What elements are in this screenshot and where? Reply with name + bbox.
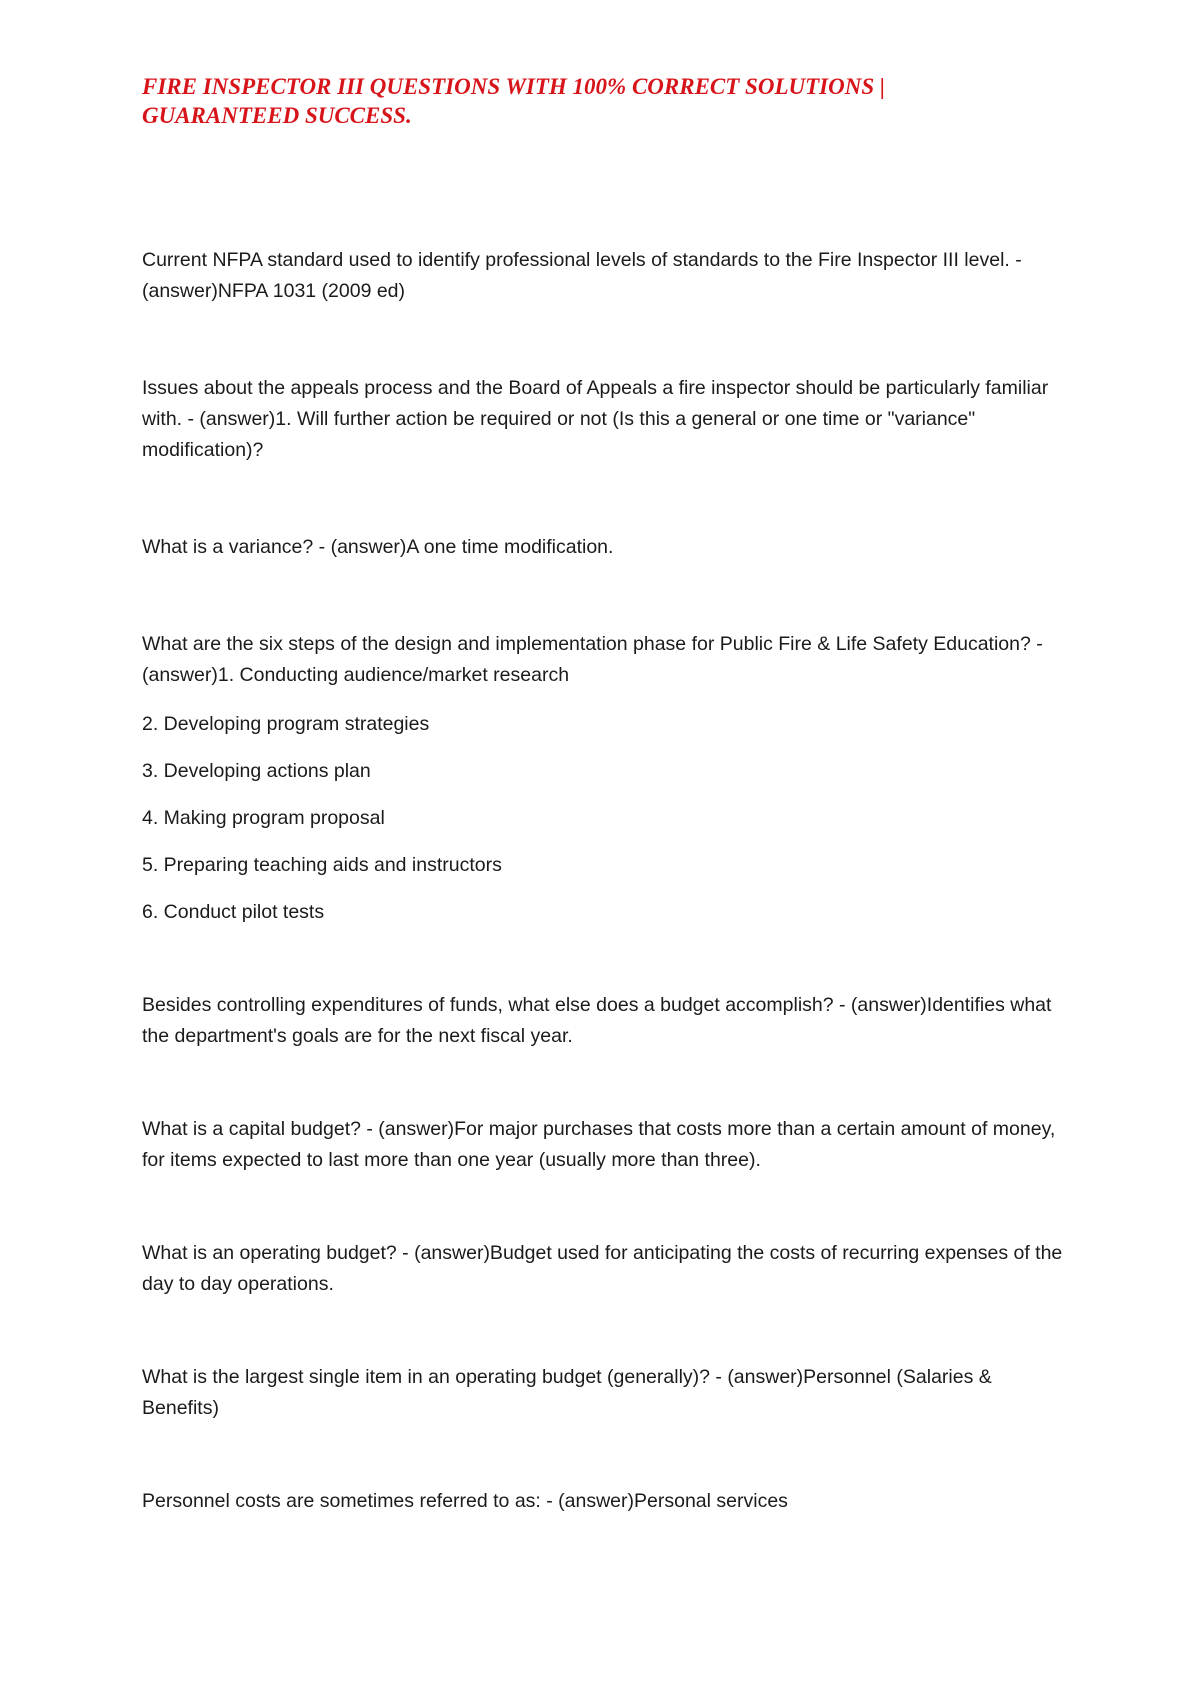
qa-variance: What is a variance? - (answer)A one time modification. (142, 536, 614, 558)
qa-capital-budget: What is a capital budget? - (answer)For major purchases that costs more than a certain amount of money, for items expected to last more than one year (usually more than three). (142, 1118, 1056, 1171)
step-item: 3. Developing actions plan (142, 760, 371, 782)
document-body (142, 245, 1067, 1517)
qa-largest-item: What is the largest single item in an operating budget (generally)? - (answer)Personnel (Salaries & Benefits) (142, 1366, 992, 1419)
step-item: 5. Preparing teaching aids and instructors (142, 854, 502, 876)
step-item: 6. Conduct pilot tests (142, 901, 325, 923)
qa-operating-budget: What is an operating budget? - (answer)Budget used for anticipating the costs of recurring expenses of the day to day operations. (142, 1242, 1063, 1295)
document-title: FIRE INSPECTOR III QUESTIONS WITH 100% CORRECT SOLUTIONS | GUARANTEED SUCCESS. (142, 74, 885, 128)
qa-nfpa-standard: Current NFPA standard used to identify professional levels of standards to the Fire Inspector III level. - (answer)NFPA 1031 (2009 ed) (142, 249, 1022, 302)
qa-appeals-process: Issues about the appeals process and the Board of Appeals a fire inspector should be particularly familiar with. - (answer)1. Will further action be required or not (Is this a general or one time or "variance" modification)? (142, 377, 1049, 461)
qa-budget-purpose: Besides controlling expenditures of funds, what else does a budget accomplish? - (answer)Identifies what the department's goals are for the next fiscal year. (142, 994, 1052, 1047)
step-item: 4. Making program proposal (142, 807, 385, 829)
qa-personnel-costs: Personnel costs are sometimes referred to as: - (answer)Personal services (142, 1490, 788, 1512)
step-item: 2. Developing program strategies (142, 713, 430, 735)
qa-six-steps: What are the six steps of the design and implementation phase for Public Fire & Life Safety Education? - (answer)1. Conducting audience/market research (142, 633, 1043, 686)
